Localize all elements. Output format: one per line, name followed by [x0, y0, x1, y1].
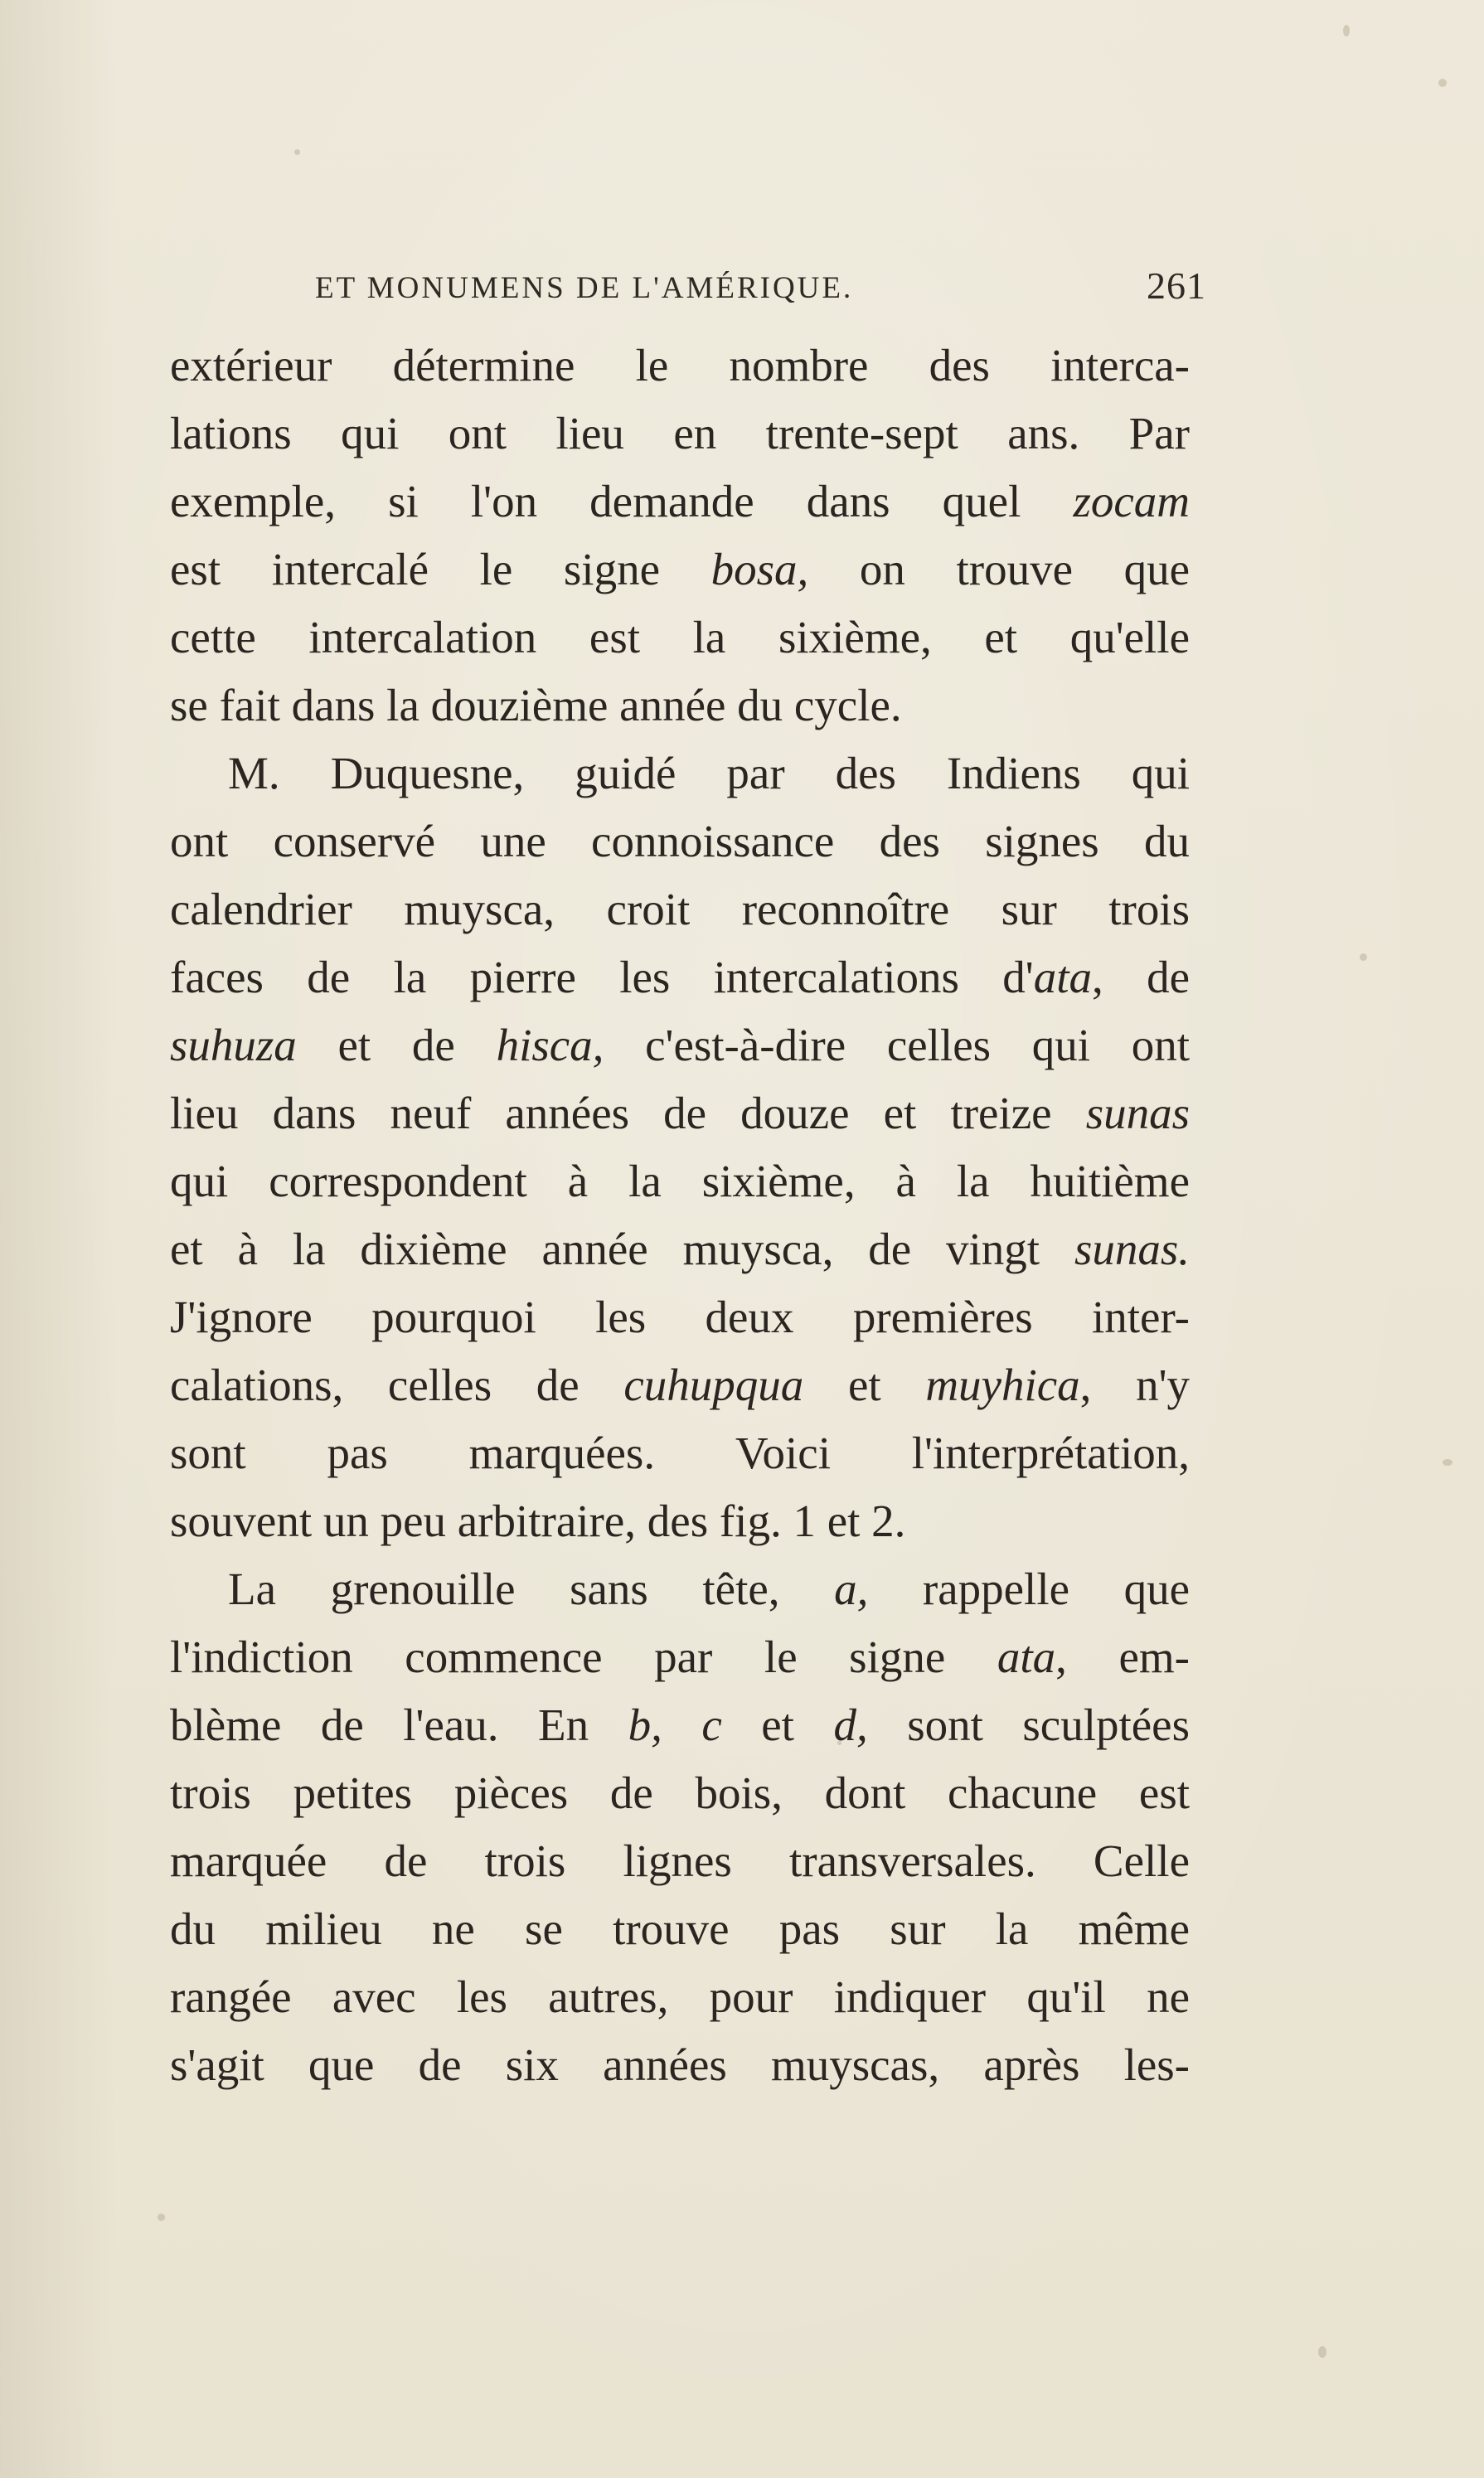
text-run: qui correspondent à la sixième, à la huitième — [170, 1156, 1190, 1206]
text-run: J'ignore pourquoi les deux premières inter- — [170, 1292, 1190, 1342]
text-run: souvent un peu arbitraire, des fig. 1 et 2. — [170, 1496, 906, 1546]
text-run: sont sculptées — [867, 1700, 1190, 1750]
text-run: du milieu ne se trouve pas sur la même — [170, 1903, 1190, 1954]
italic-text: zocam — [1073, 476, 1190, 526]
text-line — [170, 1895, 1190, 1963]
paper-speck — [1343, 25, 1350, 36]
paper-speck — [294, 149, 300, 155]
text-run: , em- — [1055, 1632, 1190, 1682]
italic-text: hisca, — [496, 1020, 604, 1070]
text-line — [170, 672, 1190, 740]
text-run: se fait dans la douzième année du cycle. — [170, 680, 902, 730]
text-line — [170, 943, 1190, 1011]
text-line — [170, 1827, 1190, 1895]
text-run: trois petites pièces de bois, dont chacune est — [170, 1768, 1190, 1818]
text-line — [170, 332, 1190, 400]
text-run: , de — [1091, 952, 1190, 1002]
text-run: lieu dans neuf années de douze et treize — [170, 1088, 1086, 1138]
text-run: La grenouille sans tête, — [228, 1564, 835, 1614]
text-line — [170, 1623, 1190, 1691]
paper-speck — [158, 2214, 165, 2221]
text-run: M. Duquesne, guidé par des Indiens qui — [228, 748, 1190, 798]
text-run: blème de l'eau. En — [170, 1700, 628, 1750]
text-line — [170, 1011, 1190, 1079]
paper-speck — [1438, 79, 1447, 87]
text-run: faces de la pierre les intercalations d' — [170, 952, 1034, 1002]
text-run: marquée de trois lignes transversales. Celle — [170, 1835, 1190, 1886]
text-run: l'indiction commence par le signe — [170, 1632, 997, 1682]
text-line — [170, 536, 1190, 604]
paper-speck — [1443, 1459, 1452, 1466]
page-header — [315, 264, 1206, 313]
italic-text: cuhupqua — [623, 1360, 804, 1410]
text-run: ont conservé une connoissance des signes du — [170, 816, 1190, 866]
page-number: 261 — [1147, 264, 1206, 307]
text-line — [170, 1555, 1190, 1623]
text-run: cette intercalation est la sixième, et qu'elle — [170, 612, 1190, 662]
text-line — [170, 604, 1190, 672]
text-run: on trouve que — [808, 544, 1190, 594]
text-line — [170, 468, 1190, 536]
text-line — [170, 1487, 1190, 1555]
italic-text: a, — [834, 1564, 869, 1614]
text-line — [170, 1759, 1190, 1827]
text-line — [170, 875, 1190, 943]
paper-speck — [1360, 953, 1367, 961]
text-line — [170, 740, 1190, 807]
text-run: est intercalé le signe — [170, 544, 711, 594]
italic-text: sunas. — [1074, 1224, 1190, 1274]
text-line — [170, 1147, 1190, 1215]
body-text — [170, 332, 1190, 2099]
text-line — [170, 1691, 1190, 1759]
text-run: exemple, si l'on demande dans quel — [170, 476, 1074, 526]
italic-text: muyhica — [925, 1360, 1080, 1410]
text-line — [170, 807, 1190, 875]
italic-text: bosa, — [710, 544, 809, 594]
text-run: lations qui ont lieu en trente-sept ans. Par — [170, 408, 1190, 458]
text-run: et à la dixième année muysca, de vingt — [170, 1224, 1074, 1274]
text-line — [170, 1963, 1190, 2031]
text-line — [170, 1419, 1190, 1487]
text-line — [170, 1079, 1190, 1147]
text-run: s'agit que de six années muyscas, après les- — [170, 2039, 1190, 2090]
text-run: calendrier muysca, croit reconnoître sur trois — [170, 884, 1190, 934]
text-line — [170, 1351, 1190, 1419]
italic-text: ata — [997, 1632, 1056, 1682]
text-run: , n'y — [1079, 1360, 1190, 1410]
text-run: sont pas marquées. Voici l'interprétation, — [170, 1428, 1190, 1478]
italic-text: b, c — [628, 1700, 722, 1750]
text-line — [170, 1215, 1190, 1283]
text-run: calations, celles de — [170, 1360, 624, 1410]
text-run: extérieur détermine le nombre des interca- — [170, 340, 1190, 390]
text-run: rappelle que — [868, 1564, 1190, 1614]
paper-speck — [1318, 2346, 1326, 2358]
text-run: c'est-à-dire celles qui ont — [604, 1020, 1190, 1070]
text-line — [170, 2031, 1190, 2099]
text-run: rangée avec les autres, pour indiquer qu'il ne — [170, 1971, 1190, 2022]
text-run: et — [721, 1700, 834, 1750]
page-gutter-shadow — [0, 0, 116, 2478]
text-run: et de — [296, 1020, 497, 1070]
running-title: ET MONUMENS DE L'AMÉRIQUE. — [315, 271, 854, 305]
italic-text: suhuza — [170, 1020, 297, 1070]
text-run: et — [803, 1360, 926, 1410]
italic-text: sunas — [1085, 1088, 1190, 1138]
italic-text: ata — [1033, 952, 1092, 1002]
italic-text: d, — [833, 1700, 868, 1750]
text-line — [170, 400, 1190, 468]
text-line — [170, 1283, 1190, 1351]
